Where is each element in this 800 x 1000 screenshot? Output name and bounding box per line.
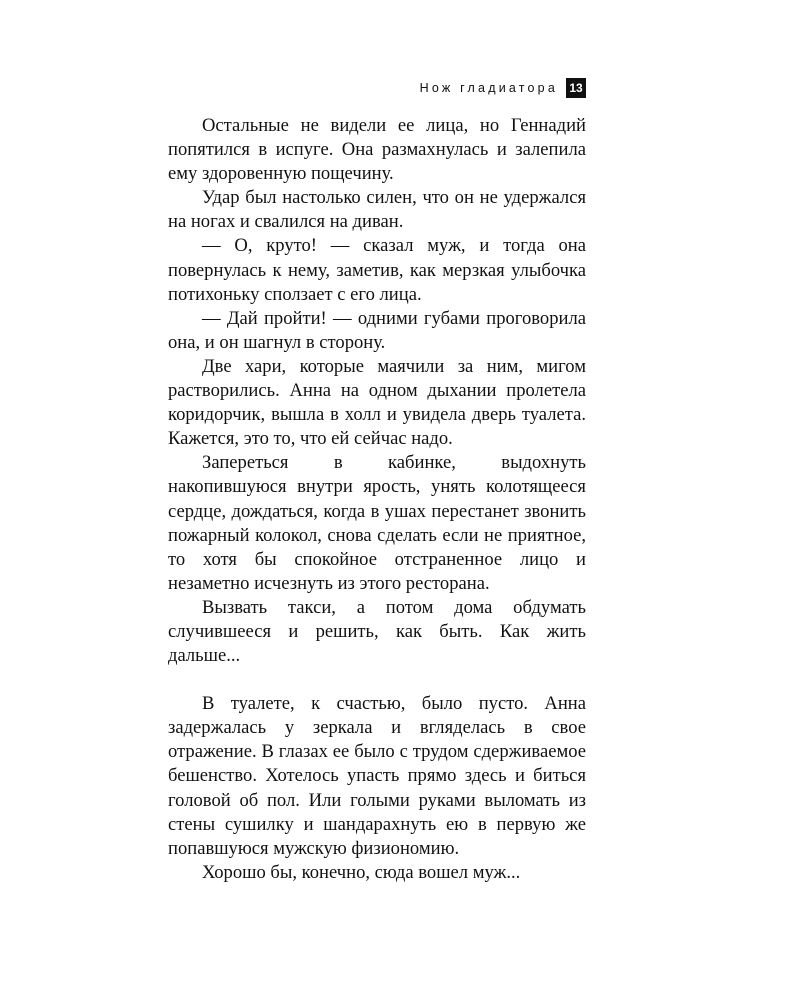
paragraph: Вызвать такси, а потом дома обдумать случившееся и решить, как быть. Как жить дальше... (168, 596, 586, 667)
scene-break (168, 668, 586, 692)
paragraph: — Дай пройти! — одними губами проговорила она, и он шагнул в сторону. (168, 307, 586, 353)
paragraph: Хорошо бы, конечно, сюда вошел муж... (202, 861, 521, 883)
running-head (168, 78, 586, 98)
body-text (168, 114, 586, 885)
paragraph: Остальные не видели ее лица, но Геннадий попятился в испуге. Она размахнулась и залепила ему здоровенную пощечину. (168, 115, 586, 185)
page-number: 13 (566, 78, 586, 98)
paragraph: — О, круто! — сказал муж, и тогда она повернулась к нему, заметив, как мерзкая улыбочка потихоньку сползает с его лица. (168, 235, 586, 305)
running-title: Нож гладиатора (419, 81, 558, 95)
paragraph: Запереться в кабинке, выдохнуть накопившуюся внутри ярость, унять колотящееся сердце, дождаться, когда в ушах перестанет звонить пожарный колокол, снова сделать если не приятное, то хотя бы спокойное отстраненное лицо и незаметно исчезнуть из этого ресторана. (168, 452, 586, 594)
paragraph: Удар был настолько силен, что он не удержался на ногах и свалился на диван. (168, 187, 586, 233)
paragraph: В туалете, к счастью, было пусто. Анна задержалась у зеркала и вгляделась в свое отражение. В глазах ее было с трудом сдерживаемое бешенство. Хотелось упасть прямо здесь и биться головой об пол. Или голыми руками выломать из стены сушилку и шандарахнуть ею в первую же попавшуюся мужскую физиономию. (168, 693, 586, 859)
paragraph: Две хари, которые маячили за ним, мигом растворились. Анна на одном дыхании пролетела коридорчик, вышла в холл и увидела дверь туалета. Кажется, это то, что ей сейчас надо. (168, 355, 586, 450)
